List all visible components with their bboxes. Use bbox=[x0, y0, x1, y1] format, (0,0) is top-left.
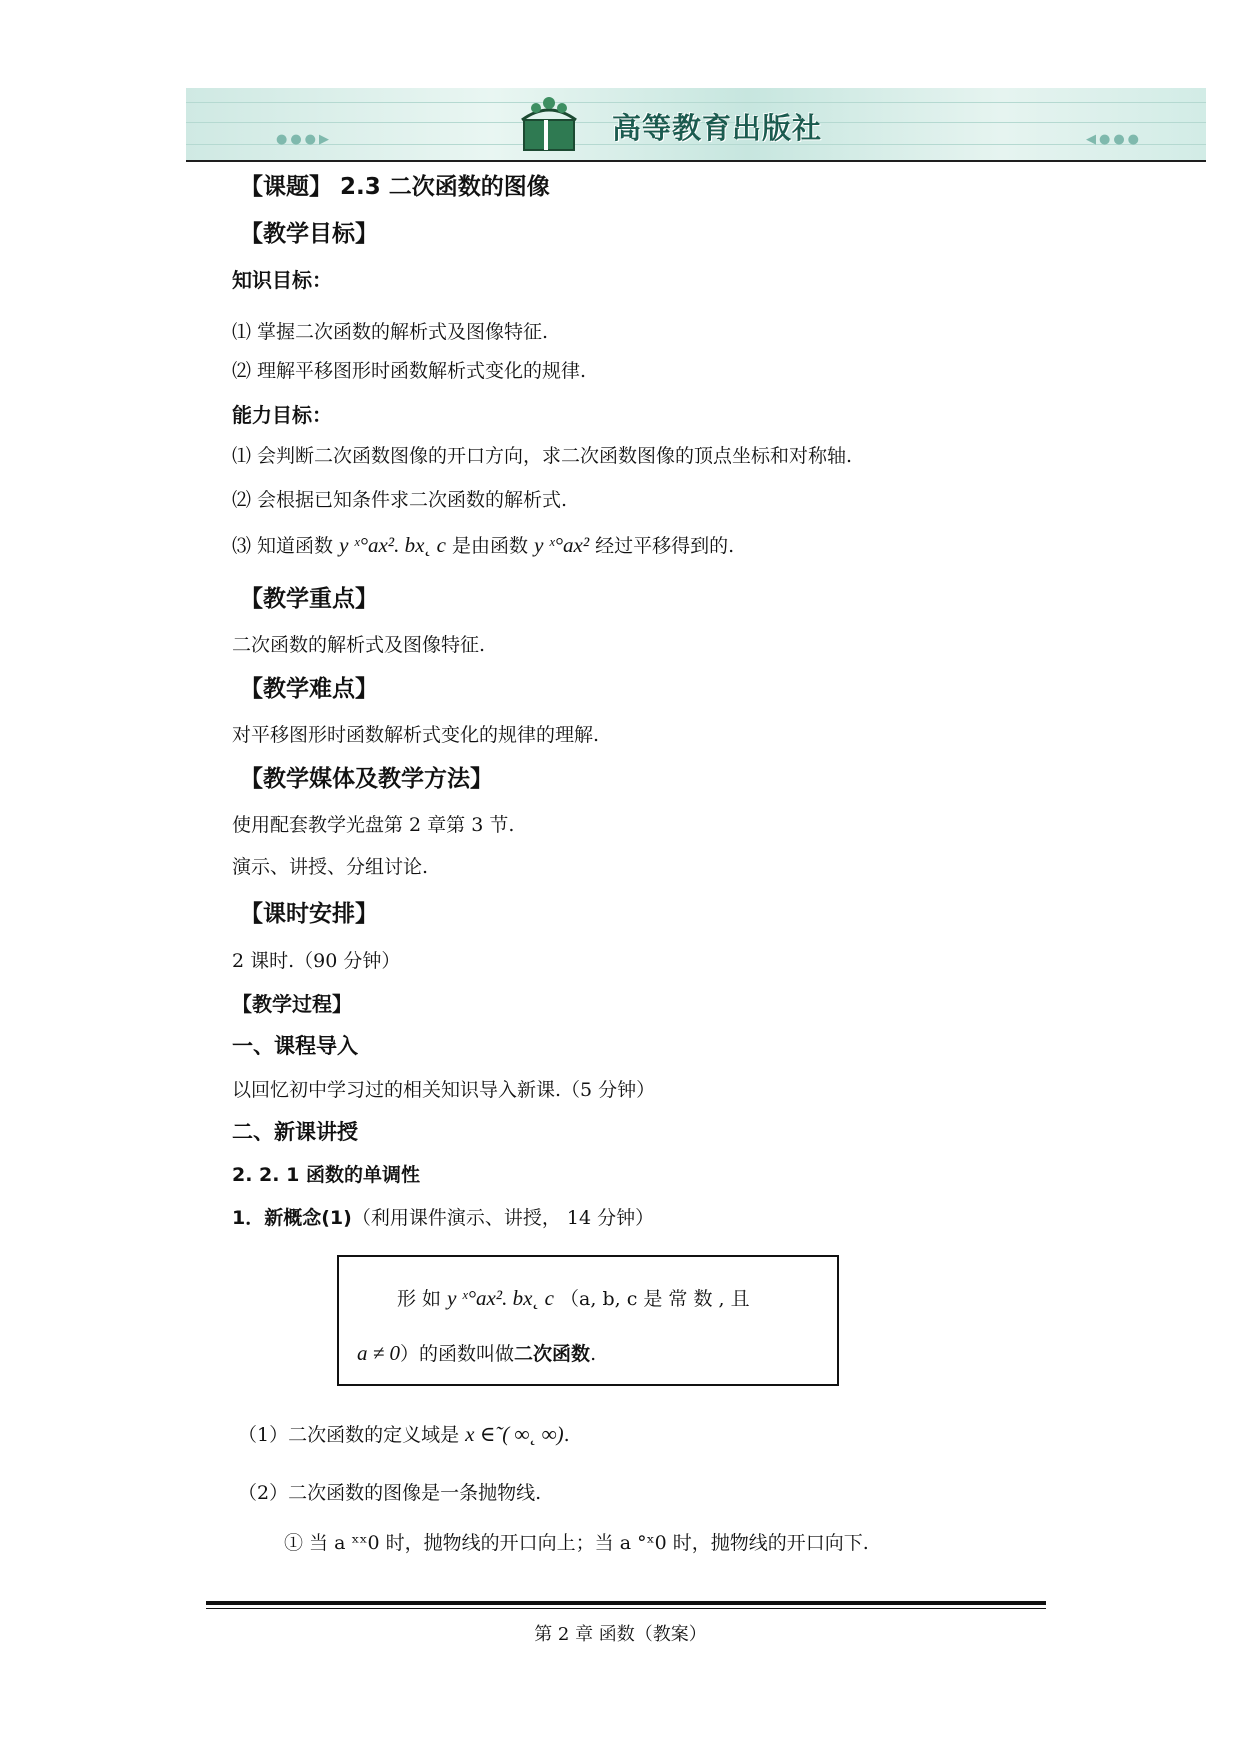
ability-item-3-suffix: 经过平移得到的. bbox=[595, 535, 735, 557]
footer-rule-thick bbox=[206, 1601, 1046, 1605]
note-1 bbox=[238, 1420, 570, 1447]
lesson-title: 【课题】 2.3 二次函数的图像 bbox=[240, 174, 550, 200]
publisher-banner bbox=[186, 88, 1206, 162]
definition-condition: a ≠ 0 bbox=[357, 1341, 401, 1365]
ability-item-3-prefix: ⑶ 知道函数 bbox=[232, 535, 334, 557]
subsection-heading: 2. 2. 1 函数的单调性 bbox=[232, 1164, 420, 1186]
concept-note: （利用课件演示、讲授， 14 分钟） bbox=[351, 1207, 655, 1229]
publisher-logo-icon bbox=[516, 94, 582, 154]
note-1-end: . bbox=[563, 1424, 570, 1446]
note-1-formula: x ∈˜( ∞˛ ∞) bbox=[465, 1422, 564, 1446]
concept-line bbox=[232, 1203, 654, 1230]
publisher-name: 高等教育出版社 bbox=[612, 111, 823, 145]
concept-label: 1．新概念(1) bbox=[232, 1207, 352, 1229]
definition-formula: y ˣ°ax². bx˛ c bbox=[447, 1286, 554, 1310]
knowledge-label: 知识目标： bbox=[232, 268, 332, 292]
section-1-heading: 一、课程导入 bbox=[232, 1034, 358, 1058]
ability-item-3 bbox=[232, 531, 734, 558]
note-3: ① 当 a ˣˣ0 时，抛物线的开口向上；当 a °ˣ0 时，抛物线的开口向下. bbox=[284, 1532, 869, 1554]
definition-prefix: 形 如 bbox=[397, 1288, 442, 1310]
banner-left-dots: ●●●▶ bbox=[276, 132, 333, 147]
schedule-text: 2 课时.（90 分钟） bbox=[232, 950, 401, 972]
media-line-2: 演示、讲授、分组讨论. bbox=[232, 856, 429, 878]
key-points-heading: 【教学重点】 bbox=[240, 586, 378, 612]
knowledge-item-2: ⑵ 理解平移图形时函数解析式变化的规律. bbox=[232, 360, 587, 382]
page-footer: 第 2 章 函数（教案） bbox=[534, 1624, 707, 1645]
definition-box bbox=[337, 1255, 839, 1386]
definition-line-2 bbox=[357, 1339, 596, 1366]
note-2: （2）二次函数的图像是一条抛物线. bbox=[238, 1482, 542, 1504]
ability-item-2: ⑵ 会根据已知条件求二次函数的解析式. bbox=[232, 489, 568, 511]
definition-line-1 bbox=[397, 1284, 750, 1311]
footer-rule-thin bbox=[206, 1608, 1046, 1609]
difficulties-heading: 【教学难点】 bbox=[240, 676, 378, 702]
definition-text: ）的函数叫做 bbox=[400, 1343, 515, 1365]
definition-end: . bbox=[590, 1343, 597, 1365]
ability-item-1: ⑴ 会判断二次函数图像的开口方向，求二次函数图像的顶点坐标和对称轴. bbox=[232, 445, 853, 467]
difficulties-text: 对平移图形时函数解析式变化的规律的理解. bbox=[232, 724, 600, 746]
knowledge-item-1: ⑴ 掌握二次函数的解析式及图像特征. bbox=[232, 321, 549, 343]
schedule-heading: 【课时安排】 bbox=[240, 901, 378, 927]
ability-item-3-formula-2: y ˣ°ax² bbox=[534, 533, 590, 557]
note-1-prefix: （1）二次函数的定义域是 bbox=[238, 1424, 460, 1446]
objectives-heading: 【教学目标】 bbox=[240, 221, 378, 247]
key-points-text: 二次函数的解析式及图像特征. bbox=[232, 634, 486, 656]
definition-term: 二次函数 bbox=[514, 1343, 591, 1365]
section-2-heading: 二、新课讲授 bbox=[232, 1120, 358, 1144]
media-heading: 【教学媒体及教学方法】 bbox=[240, 766, 493, 792]
media-line-1: 使用配套教学光盘第 2 章第 3 节. bbox=[232, 814, 515, 836]
banner-right-dots: ◀●●● bbox=[1086, 132, 1143, 147]
ability-label: 能力目标： bbox=[232, 403, 332, 427]
ability-item-3-formula-1: y ˣ°ax². bx˛ c bbox=[339, 533, 446, 557]
ability-item-3-middle: 是由函数 bbox=[452, 535, 529, 557]
definition-paren: （a, b, c 是 常 数 , 且 bbox=[560, 1288, 750, 1310]
section-1-text: 以回忆初中学习过的相关知识导入新课.（5 分钟） bbox=[232, 1079, 656, 1101]
process-heading: 【教学过程】 bbox=[232, 992, 352, 1016]
